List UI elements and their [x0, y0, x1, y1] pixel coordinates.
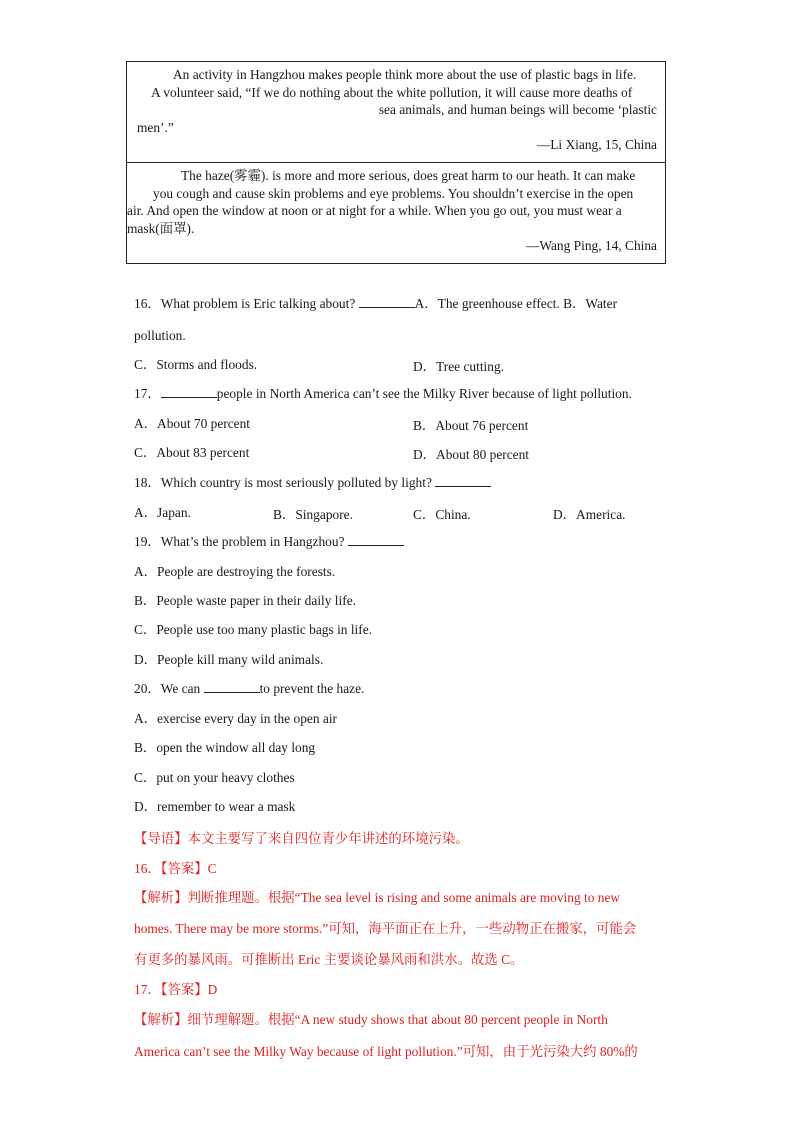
- passage-line: An activity in Hangzhou makes people think more about the use of plastic bags in life.: [173, 67, 637, 82]
- question-stem: to prevent the haze.: [259, 681, 365, 696]
- option-b: B．Singapore.: [273, 507, 353, 522]
- passage-line: men’.”: [137, 119, 174, 135]
- option-d: D．America.: [553, 507, 626, 522]
- answer-intro: 【导语】本文主要写了来自四位青少年讲述的环境污染。: [134, 831, 469, 846]
- signature: —Li Xiang, 15, China: [536, 137, 657, 152]
- question-stem: people in North America can’t see the Milky River because of light pollution.: [216, 386, 632, 401]
- option-c: C．put on your heavy clothes: [134, 770, 295, 785]
- question-20: [134, 680, 364, 698]
- answer-blank: [435, 474, 491, 487]
- option-d: D．About 80 percent: [413, 447, 530, 462]
- passage-line: A volunteer said, “If we do nothing about the white pollution, it will cause more deaths of: [151, 84, 633, 100]
- table-row-li-xiang: [127, 62, 665, 162]
- passage-line: sea animals, and human beings will become ‘plastic: [378, 102, 657, 117]
- question-stem: 18．Which country is most seriously polluted by light?: [134, 475, 436, 490]
- option-a: A．About 70 percent: [134, 416, 251, 431]
- option-b: B．About 76 percent: [413, 418, 529, 433]
- question-16-cont: pollution.: [134, 328, 186, 343]
- passage-line: you cough and cause skin problems and eye problems. You shouldn’t exercise in the open: [153, 185, 634, 201]
- option-d: D．remember to wear a mask: [134, 799, 296, 814]
- option-c: C．Storms and floods.: [134, 357, 258, 372]
- question-stem: 16．What problem is Eric talking about?: [134, 296, 359, 311]
- option-c: C．About 83 percent: [134, 445, 250, 460]
- answer-17-explanation: 【解析】细节理解题。根据“A new study shows that about 80 percent people in North: [134, 1012, 608, 1027]
- option-b: B．open the window all day long: [134, 740, 316, 755]
- option-d: D．Tree cutting.: [413, 359, 505, 374]
- question-18: [134, 474, 491, 492]
- reading-table: [126, 61, 666, 264]
- answer-blank: [161, 385, 217, 398]
- answer-blank: [348, 533, 404, 546]
- option-c: C．People use too many plastic bags in life.: [134, 622, 373, 637]
- answer-16-label: 16．【答案】C: [134, 861, 217, 876]
- passage-line: mask(面罩).: [127, 220, 195, 236]
- option-a: A．Japan.: [134, 505, 191, 520]
- option-c: C．China.: [413, 507, 471, 522]
- answer-16-explanation: 【解析】判断推理题。根据“The sea level is rising and some animals are moving to new: [134, 890, 621, 905]
- option-a: A．People are destroying the forests.: [134, 564, 336, 579]
- question-stem: 19．What’s the problem in Hangzhou?: [134, 534, 348, 549]
- question-19: [134, 533, 404, 551]
- question-16: [134, 295, 617, 313]
- answer-16-explanation: 有更多的暴风雨。可推断出 Eric 主要谈论暴风雨和洪水。故选 C。: [134, 952, 524, 967]
- passage-line: air. And open the window at noon or at night for a while. When you go out, you must wear a: [127, 203, 622, 218]
- question-stem: 20．We can: [134, 681, 204, 696]
- table-row-wang-ping: [127, 162, 665, 263]
- answer-17-label: 17．【答案】D: [134, 982, 218, 997]
- question-stem: A．The greenhouse effect. B．Water: [414, 296, 618, 311]
- signature: —Wang Ping, 14, China: [526, 238, 657, 253]
- passage-line: The haze(雾霾). is more and more serious, does great harm to our heath. It can make: [181, 168, 636, 183]
- option-d: D．People kill many wild animals.: [134, 652, 324, 667]
- answer-17-explanation: America can’t see the Milky Way because of light pollution.”可知，由于光污染大约 80%的: [134, 1044, 638, 1059]
- question-number: 17．: [134, 386, 161, 401]
- option-a: A．exercise every day in the open air: [134, 711, 338, 726]
- answer-blank: [204, 680, 260, 693]
- question-17: [134, 385, 632, 403]
- option-b: B．People waste paper in their daily life.: [134, 593, 356, 608]
- answer-blank: [359, 295, 415, 308]
- answer-16-explanation: homes. There may be more storms.”可知，海平面正在上升，一些动物正在搬家，可能会: [134, 921, 637, 936]
